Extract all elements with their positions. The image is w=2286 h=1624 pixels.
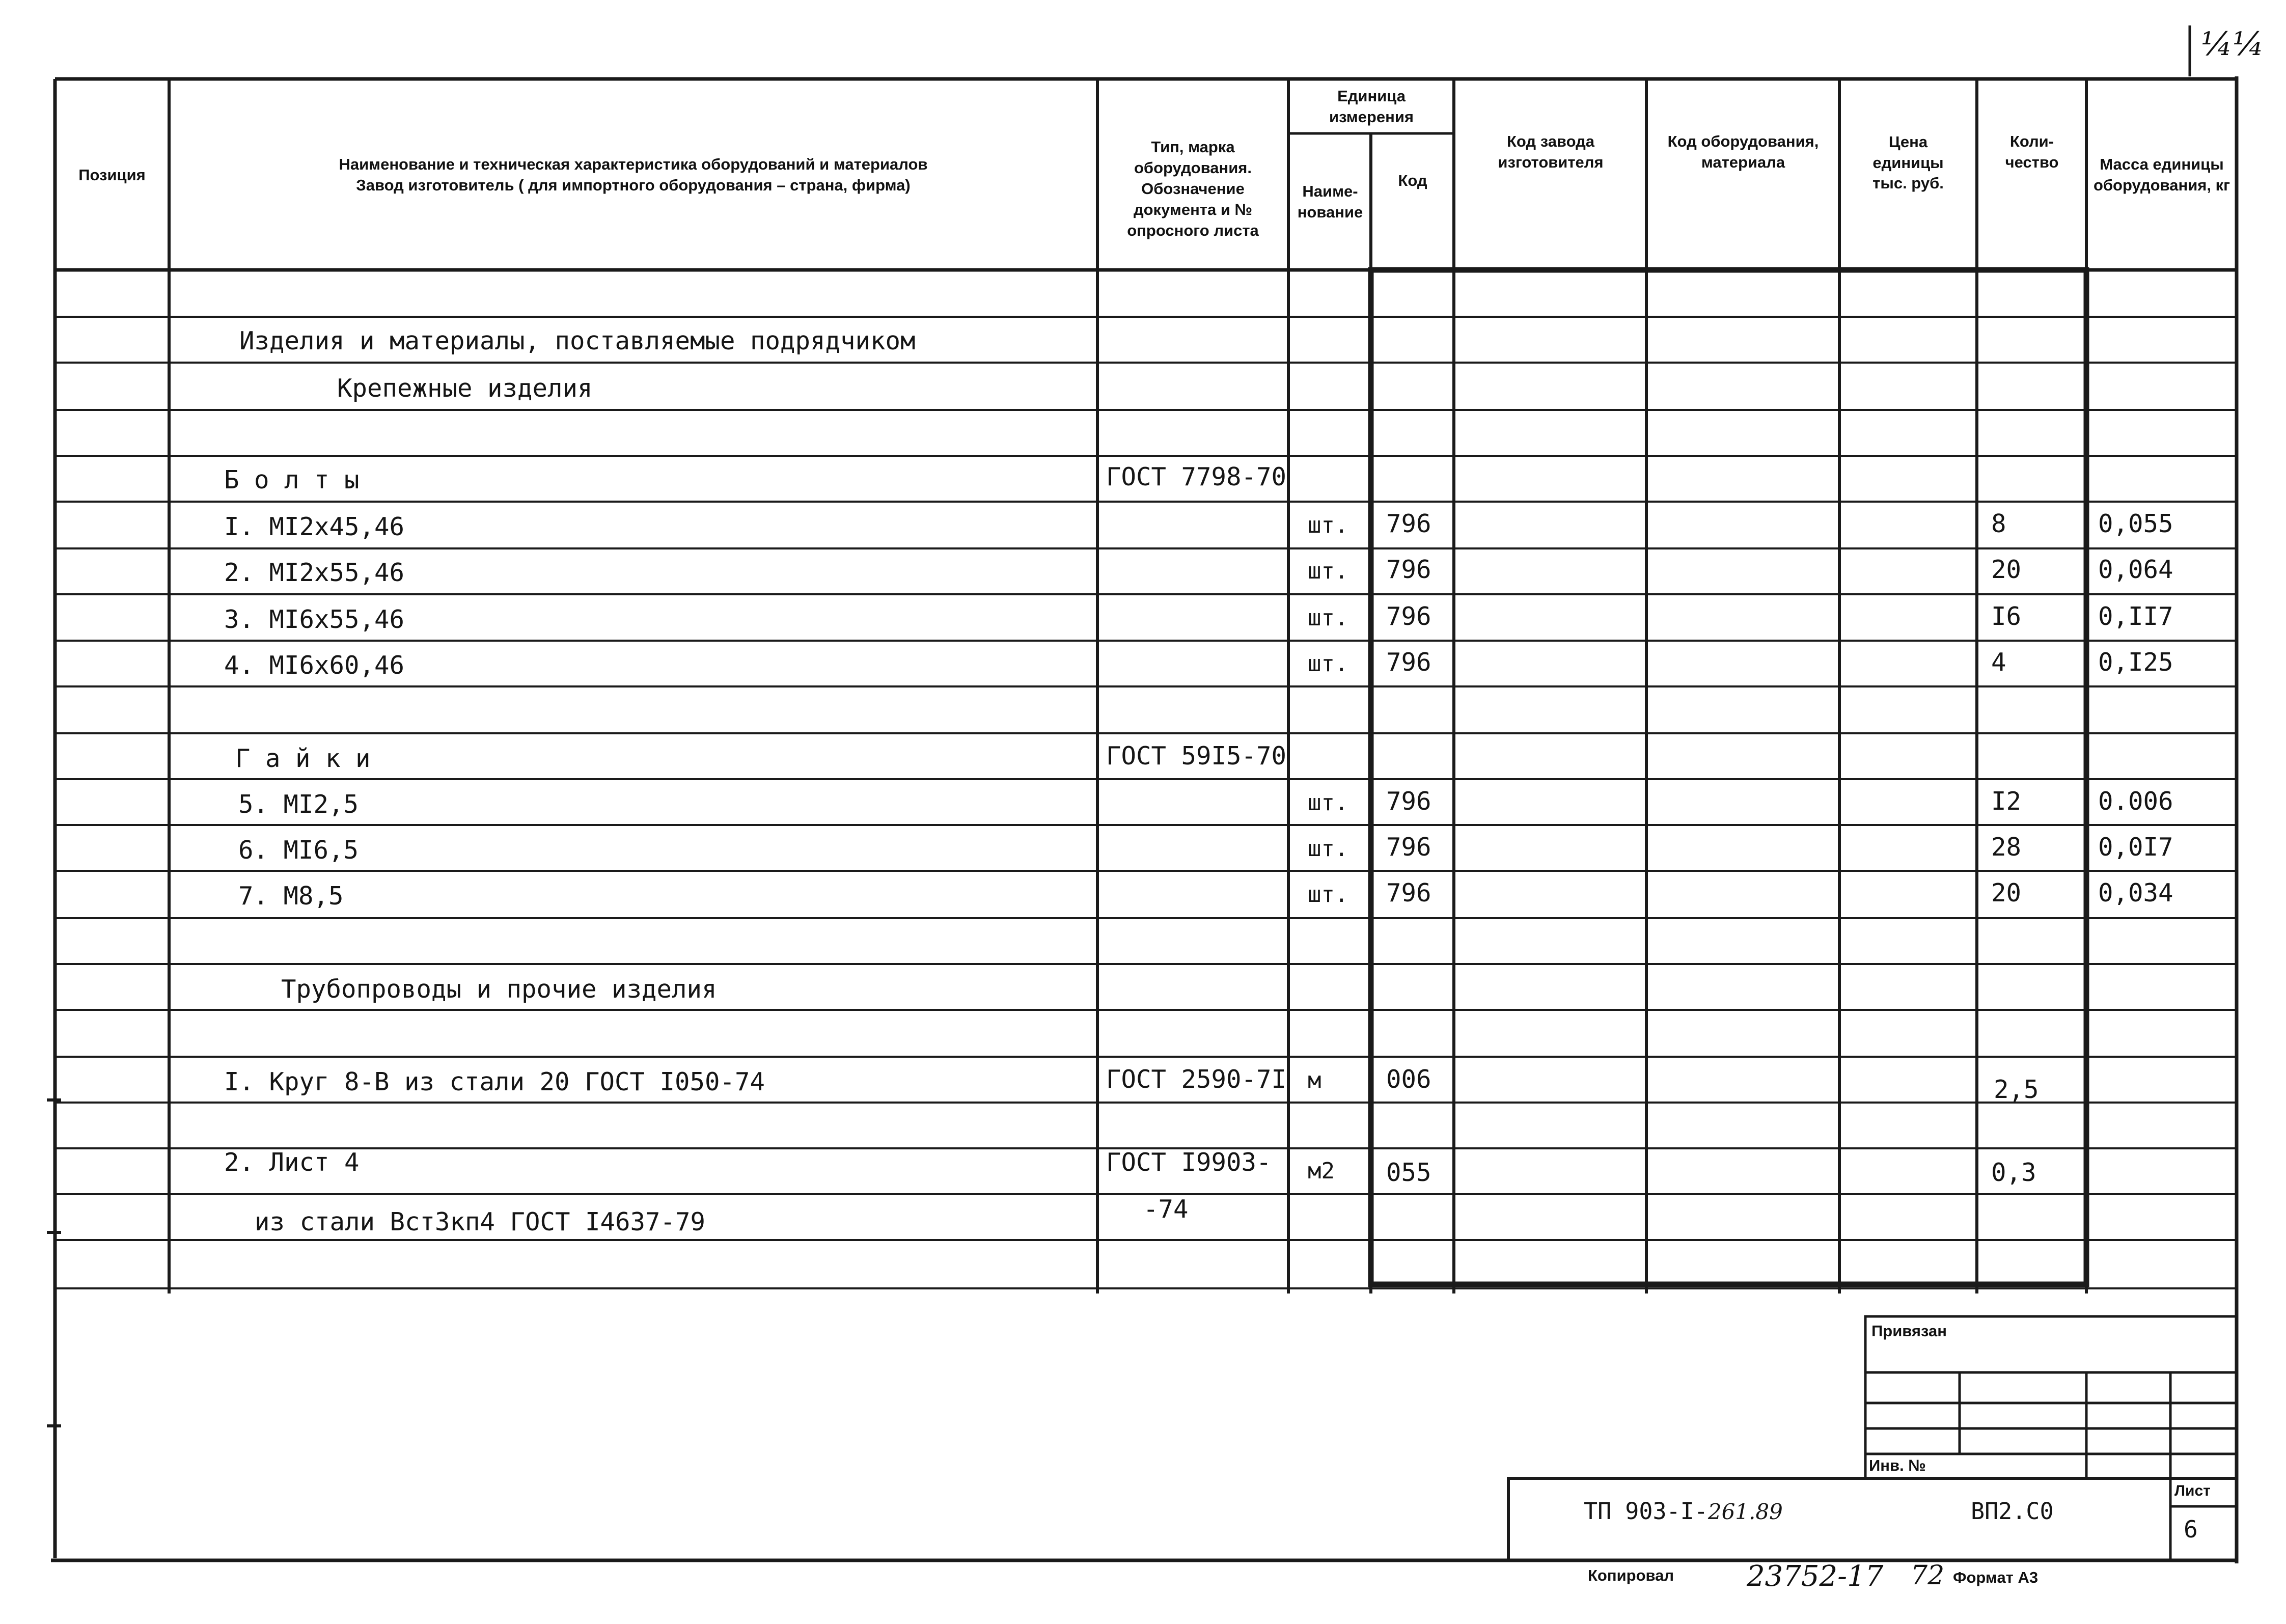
header-name bbox=[171, 81, 1095, 269]
row-qty: 4 bbox=[1991, 648, 2006, 677]
row-unit: шт. bbox=[1308, 882, 1348, 907]
row-type: ГОСТ 7798-70 bbox=[1106, 462, 1287, 491]
row-code: 796 bbox=[1386, 555, 1431, 584]
header-mass: Масса единицы оборудования, кг bbox=[2093, 155, 2230, 194]
stamp-format: Формат А3 bbox=[1953, 1568, 2039, 1586]
row-mass: 0,II7 bbox=[2098, 602, 2173, 631]
row-mass: 0.006 bbox=[2098, 787, 2173, 816]
row-name: 4. MI6x60,46 bbox=[224, 651, 405, 680]
row-code: 796 bbox=[1386, 602, 1431, 631]
row-code: 796 bbox=[1386, 833, 1431, 862]
stamp-copy-number2: 72 bbox=[1911, 1560, 1945, 1591]
row-qty: 8 bbox=[1991, 509, 2006, 538]
row-unit: шт. bbox=[1308, 836, 1348, 862]
row-name: I. Круг 8-В из стали 20 ГОСТ I050-74 bbox=[224, 1067, 765, 1096]
row-name: I. MI2x45,46 bbox=[224, 512, 405, 541]
header-type: Тип, марка оборудования. Обозначение документа и № опросного листа bbox=[1127, 138, 1259, 239]
row-type: ГОСТ 59I5-70 bbox=[1106, 741, 1287, 770]
stamp-inv: Инв. № bbox=[1869, 1456, 1926, 1474]
row-code: 796 bbox=[1386, 509, 1431, 538]
row-name: из стали ВстЗкп4 ГОСТ I4637-79 bbox=[255, 1207, 706, 1236]
row-name: 5. MI2,5 bbox=[238, 790, 359, 819]
row-qty: 2,5 bbox=[1994, 1075, 2039, 1104]
row-qty: 28 bbox=[1991, 833, 2022, 862]
row-name: 6. MI6,5 bbox=[238, 836, 359, 865]
stamp-project-code: ТП 903-I- bbox=[1584, 1498, 1708, 1525]
row-name: Трубопроводы и прочие изделия bbox=[281, 975, 717, 1004]
row-type: ГОСТ I9903- bbox=[1106, 1148, 1272, 1177]
row-type: -74 bbox=[1143, 1195, 1189, 1224]
stamp-copy-number: 23752-17 bbox=[1747, 1560, 1884, 1593]
row-name: 2. Лист 4 bbox=[224, 1148, 360, 1177]
row-code: 796 bbox=[1386, 648, 1431, 677]
stamp-project bbox=[1584, 1500, 1783, 1523]
row-mass: 0,055 bbox=[2098, 509, 2173, 538]
row-unit: шт. bbox=[1308, 512, 1348, 538]
stamp-sheet-label: Лист bbox=[2174, 1482, 2211, 1499]
header-position: Позиция bbox=[78, 166, 146, 184]
header-unit-group: Единица измерения bbox=[1329, 87, 1414, 126]
stamp-attached: Привязан bbox=[1871, 1322, 1947, 1340]
header-unit-code: Код bbox=[1398, 171, 1427, 189]
stamp-doc: ВП2.С0 bbox=[1971, 1498, 2054, 1525]
row-mass: 0,0I7 bbox=[2098, 833, 2173, 862]
header-unit-name: Наиме- нование bbox=[1297, 182, 1363, 221]
row-name: 3. MI6x55,46 bbox=[224, 605, 405, 634]
row-unit: м2 bbox=[1308, 1158, 1335, 1184]
row-qty: I2 bbox=[1991, 787, 2022, 816]
row-name: Г а й к и bbox=[235, 744, 371, 773]
stamp-copied: Копировал bbox=[1588, 1566, 1674, 1584]
header-equipment-code: Код оборудования, материала bbox=[1667, 132, 1819, 171]
row-qty: 20 bbox=[1991, 555, 2022, 584]
sheet-corner-mark: ¼¼ bbox=[2201, 25, 2265, 63]
row-unit: шт. bbox=[1308, 558, 1348, 584]
stamp-sheet-number: 6 bbox=[2184, 1516, 2198, 1543]
row-code: 006 bbox=[1386, 1065, 1431, 1094]
row-unit: шт. bbox=[1308, 790, 1348, 816]
row-unit: шт. bbox=[1308, 605, 1348, 631]
row-name: Крепежные изделия bbox=[337, 374, 593, 403]
row-mass: 0,034 bbox=[2098, 878, 2173, 907]
row-name: Б о л т ы bbox=[224, 465, 360, 494]
row-mass: 0,I25 bbox=[2098, 648, 2173, 677]
row-mass: 0,064 bbox=[2098, 555, 2173, 584]
row-unit: шт. bbox=[1308, 651, 1348, 677]
row-name: 7. M8,5 bbox=[238, 882, 344, 911]
header-price: Цена единицы тыс. руб. bbox=[1872, 132, 1944, 192]
row-name: Изделия и материалы, поставляемые подрядчиком bbox=[239, 326, 916, 355]
row-name: 2. MI2x55,46 bbox=[224, 558, 405, 587]
header-factory-code: Код завода изготовителя bbox=[1498, 132, 1604, 171]
row-code: 796 bbox=[1386, 878, 1431, 907]
header-name-line1: Наименование и техническая характеристика оборудований и материалов bbox=[339, 155, 928, 174]
header-name-line2: Завод изготовитель ( для импортного оборудования – страна, фирма) bbox=[356, 176, 911, 194]
header-qty: Коли- чество bbox=[2005, 132, 2059, 171]
row-qty: I6 bbox=[1991, 602, 2022, 631]
stamp-project-hand: 261.89 bbox=[1707, 1499, 1783, 1524]
row-qty: 0,3 bbox=[1991, 1158, 2036, 1187]
row-unit: м bbox=[1308, 1067, 1321, 1093]
row-type: ГОСТ 2590-7I bbox=[1106, 1065, 1287, 1094]
row-code: 055 bbox=[1386, 1158, 1431, 1187]
row-code: 796 bbox=[1386, 787, 1431, 816]
row-qty: 20 bbox=[1991, 878, 2022, 907]
